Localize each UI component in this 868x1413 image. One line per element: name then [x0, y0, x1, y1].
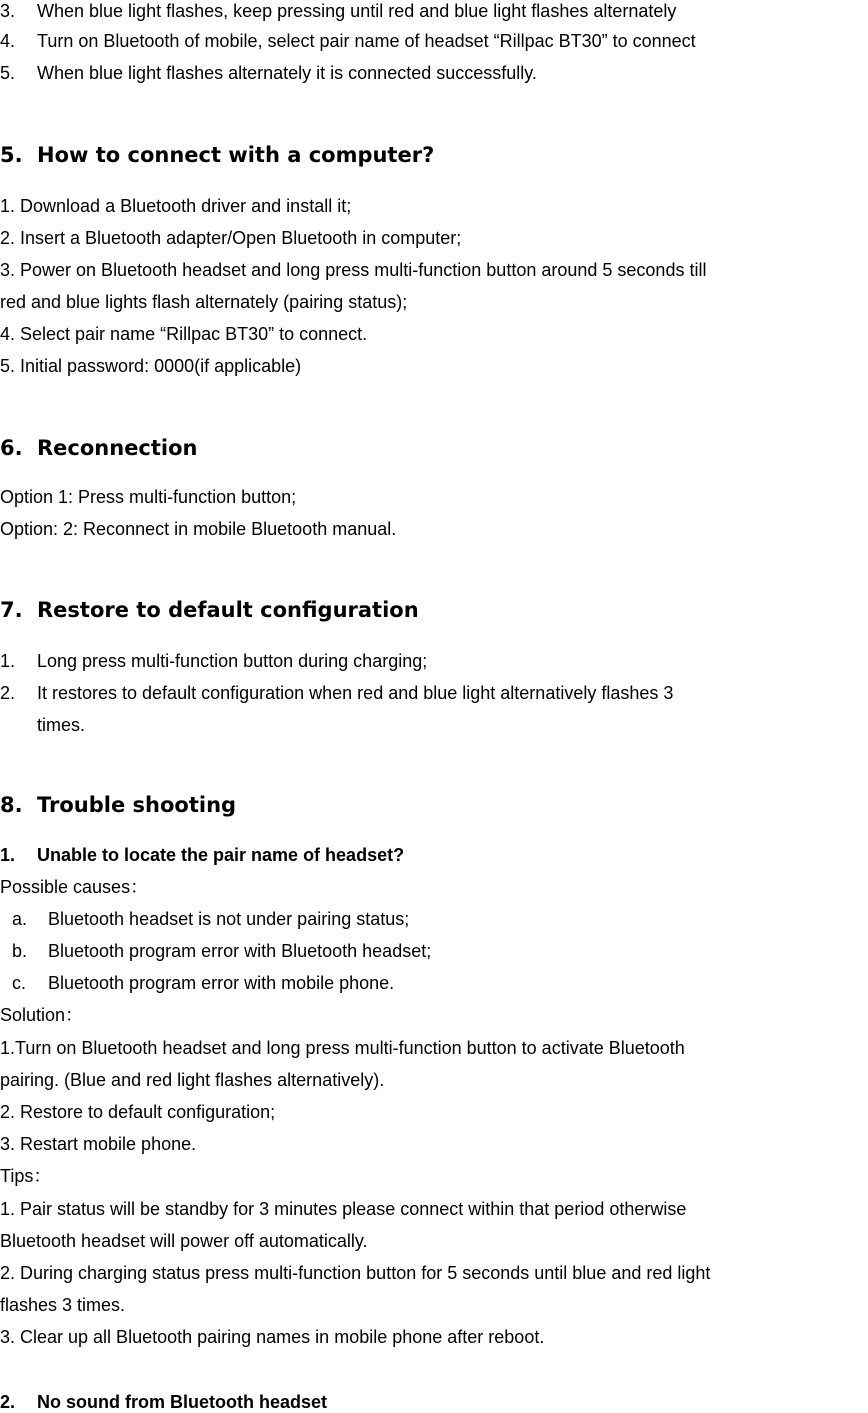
question-number: 2.: [0, 1392, 16, 1412]
solution-line: 3. Restart mobile phone.: [0, 1134, 197, 1154]
tips-line: 1. Pair status will be standby for 3 minutes please connect within that period otherwise: [0, 1199, 687, 1219]
step-text: When blue light flashes alternately it is connected successfully.: [37, 63, 537, 83]
section-number: 7.: [0, 598, 23, 622]
section-title: Reconnection: [37, 436, 198, 460]
step-number: 3.: [0, 1, 16, 21]
tips-line: flashes 3 times.: [0, 1295, 126, 1315]
step-text: Turn on Bluetooth of mobile, select pair name of headset “Rillpac BT30” to connect: [37, 31, 696, 51]
step-text: Long press multi-function button during charging;: [37, 651, 428, 671]
cause-letter: c.: [12, 973, 27, 993]
section-title: Trouble shooting: [37, 793, 237, 817]
solution-label: Solution：: [0, 1005, 84, 1025]
step-number: 4.: [0, 31, 16, 51]
computer-step: 3. Power on Bluetooth headset and long press multi-function button around 5 seconds till: [0, 260, 707, 280]
section-number: 6.: [0, 436, 23, 460]
step-number: 2.: [0, 683, 16, 703]
solution-line: 2. Restore to default configuration;: [0, 1102, 276, 1122]
question-title: Unable to locate the pair name of headset?: [37, 845, 405, 865]
section-title: Restore to default configuration: [37, 598, 419, 622]
computer-step: 1. Download a Bluetooth driver and install it;: [0, 196, 352, 216]
cause-letter: a.: [12, 909, 28, 929]
cause-letter: b.: [12, 941, 28, 961]
question-title: No sound from Bluetooth headset: [37, 1392, 327, 1412]
section-number: 8.: [0, 793, 23, 817]
question-number: 1.: [0, 845, 16, 865]
computer-step-continuation: red and blue lights flash alternately (pairing status);: [0, 292, 408, 312]
solution-line: 1.Turn on Bluetooth headset and long press multi-function button to activate Bluetooth: [0, 1038, 685, 1058]
computer-step: 5. Initial password: 0000(if applicable): [0, 356, 302, 376]
computer-step: 4. Select pair name “Rillpac BT30” to connect.: [0, 324, 368, 344]
computer-step: 2. Insert a Bluetooth adapter/Open Bluetooth in computer;: [0, 228, 462, 248]
tips-line: 2. During charging status press multi-function button for 5 seconds until blue and red light: [0, 1263, 711, 1283]
tips-line: 3. Clear up all Bluetooth pairing names in mobile phone after reboot.: [0, 1327, 545, 1347]
section-title: How to connect with a computer?: [37, 143, 435, 167]
restore-step-continuation: times.: [37, 715, 86, 735]
section-number: 5.: [0, 143, 23, 167]
cause-text: Bluetooth program error with mobile phone.: [48, 973, 395, 993]
tips-label: Tips：: [0, 1166, 52, 1186]
causes-label: Possible causes：: [0, 877, 149, 897]
cause-text: Bluetooth headset is not under pairing status;: [48, 909, 410, 929]
reconnect-option: Option: 2: Reconnect in mobile Bluetooth manual.: [0, 519, 397, 539]
step-text: It restores to default configuration when red and blue light alternatively flashes 3: [37, 683, 674, 703]
solution-line: pairing. (Blue and red light flashes alternatively).: [0, 1070, 385, 1090]
step-number: 5.: [0, 63, 16, 83]
reconnect-option: Option 1: Press multi-function button;: [0, 487, 297, 507]
step-number: 1.: [0, 651, 16, 671]
cause-text: Bluetooth program error with Bluetooth headset;: [48, 941, 432, 961]
step-text: When blue light flashes, keep pressing until red and blue light flashes alternately: [37, 1, 677, 21]
tips-line: Bluetooth headset will power off automatically.: [0, 1231, 368, 1251]
